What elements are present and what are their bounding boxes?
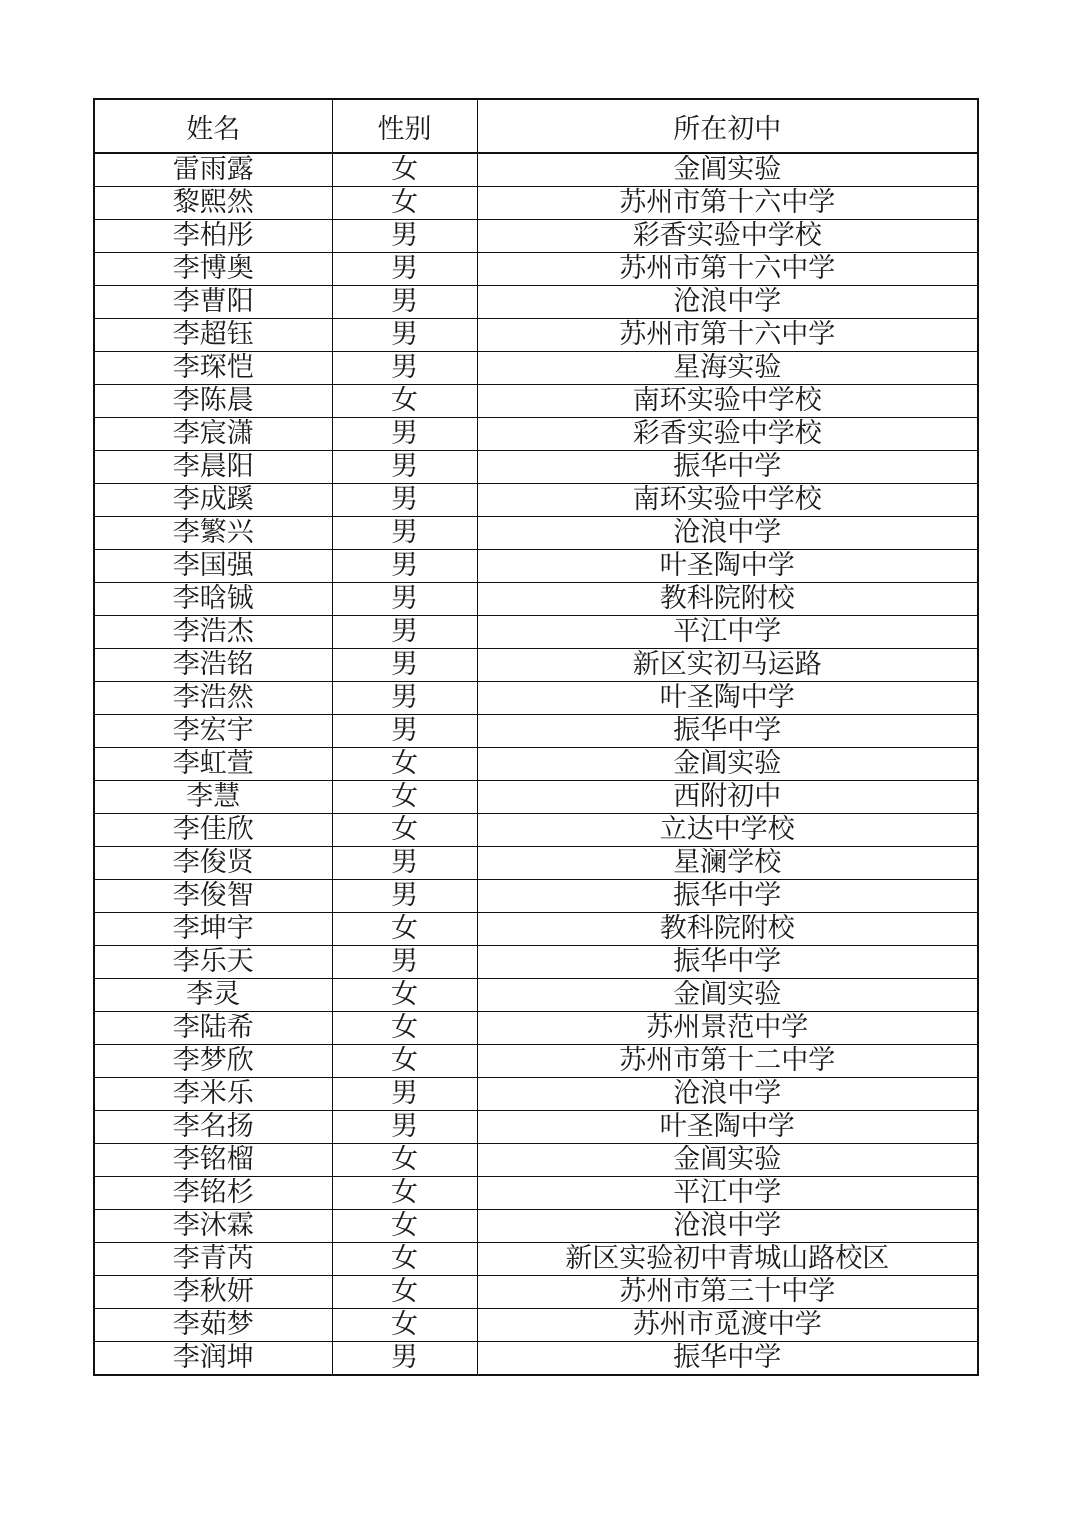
cell-gender: 女 bbox=[332, 1012, 477, 1045]
cell-name: 李铭杉 bbox=[94, 1177, 332, 1210]
table-row bbox=[94, 682, 978, 715]
cell-name: 李俊智 bbox=[94, 880, 332, 913]
table-row bbox=[94, 1078, 978, 1111]
table-row bbox=[94, 286, 978, 319]
cell-name: 李慧 bbox=[94, 781, 332, 814]
cell-school: 金阊实验 bbox=[477, 1144, 978, 1177]
cell-name: 李浩杰 bbox=[94, 616, 332, 649]
cell-school: 星澜学校 bbox=[477, 847, 978, 880]
cell-school: 振华中学 bbox=[477, 451, 978, 484]
cell-gender: 女 bbox=[332, 1210, 477, 1243]
cell-school: 教科院附校 bbox=[477, 913, 978, 946]
cell-gender: 男 bbox=[332, 682, 477, 715]
cell-gender: 女 bbox=[332, 814, 477, 847]
cell-name: 李超钰 bbox=[94, 319, 332, 352]
cell-name: 李琛恺 bbox=[94, 352, 332, 385]
table-row bbox=[94, 814, 978, 847]
cell-name: 李宏宇 bbox=[94, 715, 332, 748]
cell-school: 金阊实验 bbox=[477, 748, 978, 781]
cell-name: 李繁兴 bbox=[94, 517, 332, 550]
cell-school: 新区实验初中青城山路校区 bbox=[477, 1243, 978, 1276]
cell-school: 教科院附校 bbox=[477, 583, 978, 616]
table-row bbox=[94, 1243, 978, 1276]
header-gender: 性别 bbox=[332, 99, 477, 153]
table-row bbox=[94, 1111, 978, 1144]
cell-name: 李铭榴 bbox=[94, 1144, 332, 1177]
cell-name: 李虹萱 bbox=[94, 748, 332, 781]
cell-school: 振华中学 bbox=[477, 946, 978, 979]
cell-school: 沧浪中学 bbox=[477, 286, 978, 319]
cell-name: 李成蹊 bbox=[94, 484, 332, 517]
table-row bbox=[94, 319, 978, 352]
cell-school: 金阊实验 bbox=[477, 979, 978, 1012]
cell-school: 苏州市第十六中学 bbox=[477, 187, 978, 220]
cell-gender: 男 bbox=[332, 253, 477, 286]
student-roster-table bbox=[93, 98, 979, 1376]
cell-school: 沧浪中学 bbox=[477, 1078, 978, 1111]
cell-gender: 女 bbox=[332, 1243, 477, 1276]
cell-gender: 女 bbox=[332, 1144, 477, 1177]
cell-name: 李柏彤 bbox=[94, 220, 332, 253]
cell-gender: 男 bbox=[332, 220, 477, 253]
cell-gender: 男 bbox=[332, 847, 477, 880]
table-body bbox=[94, 153, 978, 1375]
cell-gender: 女 bbox=[332, 1276, 477, 1309]
cell-school: 立达中学校 bbox=[477, 814, 978, 847]
cell-school: 星海实验 bbox=[477, 352, 978, 385]
table-row bbox=[94, 1276, 978, 1309]
cell-gender: 男 bbox=[332, 616, 477, 649]
cell-gender: 男 bbox=[332, 583, 477, 616]
cell-gender: 男 bbox=[332, 517, 477, 550]
header-row bbox=[94, 99, 978, 153]
cell-name: 李浩铭 bbox=[94, 649, 332, 682]
cell-school: 新区实初马运路 bbox=[477, 649, 978, 682]
table-row bbox=[94, 1342, 978, 1376]
cell-school: 叶圣陶中学 bbox=[477, 682, 978, 715]
table-row bbox=[94, 1045, 978, 1078]
header-name: 姓名 bbox=[94, 99, 332, 153]
cell-gender: 男 bbox=[332, 946, 477, 979]
cell-gender: 女 bbox=[332, 187, 477, 220]
cell-school: 彩香实验中学校 bbox=[477, 418, 978, 451]
table-row bbox=[94, 550, 978, 583]
cell-school: 叶圣陶中学 bbox=[477, 1111, 978, 1144]
cell-name: 李米乐 bbox=[94, 1078, 332, 1111]
table-row bbox=[94, 946, 978, 979]
cell-gender: 男 bbox=[332, 880, 477, 913]
cell-gender: 女 bbox=[332, 1309, 477, 1342]
cell-name: 黎熙然 bbox=[94, 187, 332, 220]
cell-name: 李秋妍 bbox=[94, 1276, 332, 1309]
table-row bbox=[94, 1144, 978, 1177]
cell-school: 振华中学 bbox=[477, 880, 978, 913]
table-row bbox=[94, 715, 978, 748]
cell-gender: 男 bbox=[332, 286, 477, 319]
cell-gender: 男 bbox=[332, 1111, 477, 1144]
table-row bbox=[94, 1177, 978, 1210]
table-row bbox=[94, 153, 978, 187]
cell-name: 李浩然 bbox=[94, 682, 332, 715]
cell-gender: 男 bbox=[332, 1342, 477, 1376]
cell-name: 雷雨露 bbox=[94, 153, 332, 187]
cell-name: 李国强 bbox=[94, 550, 332, 583]
cell-school: 西附初中 bbox=[477, 781, 978, 814]
cell-gender: 女 bbox=[332, 913, 477, 946]
table-row bbox=[94, 748, 978, 781]
cell-name: 李沐霖 bbox=[94, 1210, 332, 1243]
cell-gender: 男 bbox=[332, 418, 477, 451]
table-row bbox=[94, 616, 978, 649]
cell-gender: 男 bbox=[332, 1078, 477, 1111]
header-school: 所在初中 bbox=[477, 99, 978, 153]
cell-school: 平江中学 bbox=[477, 1177, 978, 1210]
table-row bbox=[94, 1012, 978, 1045]
table-row bbox=[94, 1309, 978, 1342]
cell-school: 平江中学 bbox=[477, 616, 978, 649]
cell-name: 李俊贤 bbox=[94, 847, 332, 880]
cell-name: 李坤宇 bbox=[94, 913, 332, 946]
table-row bbox=[94, 385, 978, 418]
cell-school: 叶圣陶中学 bbox=[477, 550, 978, 583]
cell-name: 李曹阳 bbox=[94, 286, 332, 319]
cell-school: 苏州市觅渡中学 bbox=[477, 1309, 978, 1342]
table-row bbox=[94, 517, 978, 550]
cell-name: 李晗铖 bbox=[94, 583, 332, 616]
cell-gender: 女 bbox=[332, 781, 477, 814]
cell-gender: 女 bbox=[332, 979, 477, 1012]
table-row bbox=[94, 418, 978, 451]
table-row bbox=[94, 880, 978, 913]
cell-gender: 男 bbox=[332, 550, 477, 583]
cell-school: 苏州市第三十中学 bbox=[477, 1276, 978, 1309]
table-row bbox=[94, 781, 978, 814]
table-row bbox=[94, 847, 978, 880]
cell-name: 李博奥 bbox=[94, 253, 332, 286]
cell-gender: 女 bbox=[332, 748, 477, 781]
cell-school: 南环实验中学校 bbox=[477, 484, 978, 517]
cell-gender: 女 bbox=[332, 1177, 477, 1210]
cell-gender: 女 bbox=[332, 385, 477, 418]
cell-school: 彩香实验中学校 bbox=[477, 220, 978, 253]
table-row bbox=[94, 1210, 978, 1243]
cell-gender: 男 bbox=[332, 715, 477, 748]
cell-school: 沧浪中学 bbox=[477, 517, 978, 550]
table-row bbox=[94, 187, 978, 220]
cell-gender: 女 bbox=[332, 153, 477, 187]
cell-name: 李茹梦 bbox=[94, 1309, 332, 1342]
cell-gender: 男 bbox=[332, 352, 477, 385]
cell-school: 苏州市第十六中学 bbox=[477, 253, 978, 286]
cell-name: 李陈晨 bbox=[94, 385, 332, 418]
table-row bbox=[94, 352, 978, 385]
cell-name: 李宸潇 bbox=[94, 418, 332, 451]
table-header bbox=[94, 99, 978, 153]
cell-school: 振华中学 bbox=[477, 1342, 978, 1376]
cell-name: 李乐天 bbox=[94, 946, 332, 979]
cell-gender: 男 bbox=[332, 451, 477, 484]
cell-gender: 女 bbox=[332, 1045, 477, 1078]
cell-gender: 男 bbox=[332, 649, 477, 682]
table-row bbox=[94, 220, 978, 253]
cell-school: 南环实验中学校 bbox=[477, 385, 978, 418]
cell-school: 振华中学 bbox=[477, 715, 978, 748]
cell-gender: 男 bbox=[332, 319, 477, 352]
cell-name: 李陆希 bbox=[94, 1012, 332, 1045]
cell-school: 苏州市第十六中学 bbox=[477, 319, 978, 352]
cell-school: 苏州景范中学 bbox=[477, 1012, 978, 1045]
cell-name: 李灵 bbox=[94, 979, 332, 1012]
table-row bbox=[94, 979, 978, 1012]
cell-gender: 男 bbox=[332, 484, 477, 517]
table-row bbox=[94, 583, 978, 616]
cell-name: 李润坤 bbox=[94, 1342, 332, 1376]
cell-school: 金阊实验 bbox=[477, 153, 978, 187]
cell-name: 李佳欣 bbox=[94, 814, 332, 847]
cell-name: 李梦欣 bbox=[94, 1045, 332, 1078]
cell-school: 沧浪中学 bbox=[477, 1210, 978, 1243]
cell-name: 李名扬 bbox=[94, 1111, 332, 1144]
cell-name: 李青芮 bbox=[94, 1243, 332, 1276]
table-row bbox=[94, 253, 978, 286]
table-row bbox=[94, 649, 978, 682]
cell-name: 李晨阳 bbox=[94, 451, 332, 484]
table-row bbox=[94, 451, 978, 484]
table-row bbox=[94, 484, 978, 517]
cell-school: 苏州市第十二中学 bbox=[477, 1045, 978, 1078]
table-row bbox=[94, 913, 978, 946]
